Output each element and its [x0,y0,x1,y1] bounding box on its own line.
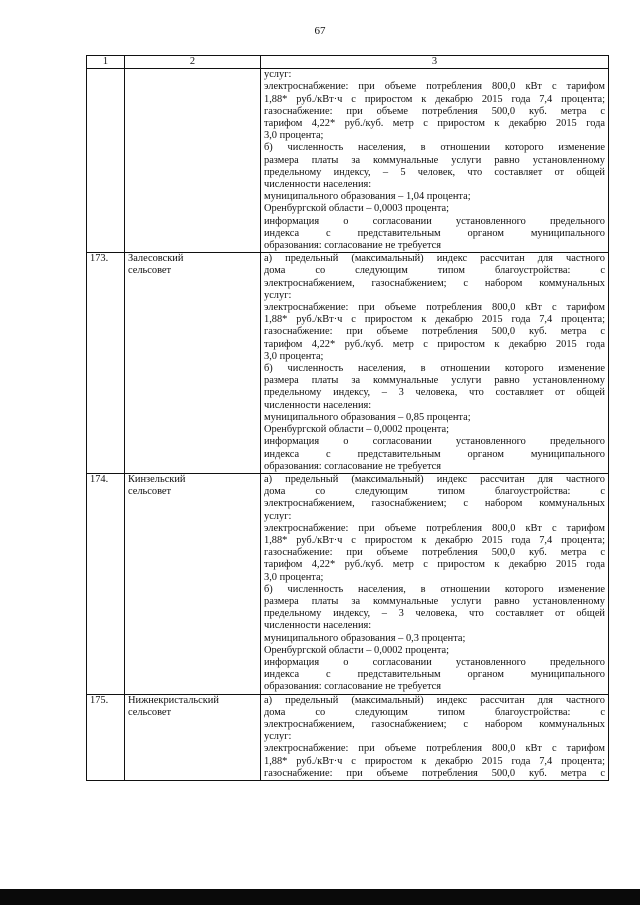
municipality-name [125,69,261,253]
description-line: 3,0 процента; [264,130,324,142]
description-line: муниципального образования – 0,3 процента; [264,632,466,644]
description-line: численности населения: [264,620,372,632]
description-line: а) предельный (максимальный) индекс рассчитан для частного [264,253,605,265]
description-line: услуг: [264,69,292,81]
municipality-name [125,473,261,694]
column-header-3: 3 [261,56,609,69]
description-line: размера платы за коммунальные услуги равно установленному [264,375,605,387]
description-line: информация о согласовании установленного предельного [264,436,605,448]
document-table [86,55,609,781]
table-row [87,253,609,474]
description-line: Оренбургской области – 0,0002 процента; [264,644,450,656]
description-line: образования: согласование не требуется [264,240,442,252]
table-header-row [87,56,609,69]
description-line: тарифом 4,22* руб./куб. метр с приростом к декабрю 2015 года [264,338,605,350]
description-line: электроснабжением, газоснабжением; с набором коммунальных [264,277,605,289]
description-line: образования: согласование не требуется [264,460,442,472]
description-line: Оренбургской области – 0,0002 процента; [264,424,450,436]
description-line: индекса с представительным органом муниципального [264,227,605,239]
description-line: 1,88* руб./кВт·ч с приростом к декабрю 2015 года 7,4 процента; [264,534,605,546]
column-header-1: 1 [87,56,125,69]
description-line: услуг: [264,510,292,522]
description-line: 1,88* руб./кВт·ч с приростом к декабрю 2015 года 7,4 процента; [264,314,605,326]
description-line: 1,88* руб./кВт·ч с приростом к декабрю 2015 года 7,4 процента; [264,755,605,767]
description-line: газоснабжение: при объеме потребления 500,0 куб. метра с [264,767,605,779]
description-line: муниципального образования – 0,85 процента; [264,411,471,423]
municipality-name-line: сельсовет [128,706,172,718]
index-description [261,69,609,253]
row-number: 174. [87,473,125,694]
table-row [87,69,609,253]
municipality-name-line: сельсовет [128,265,172,277]
row-number: 173. [87,253,125,474]
description-line: услуг: [264,731,292,743]
description-line: предельному индексу, – 3 человека, что составляет от общей [264,608,605,620]
municipality-name [125,694,261,780]
description-line: муниципального образования – 1,04 процента; [264,191,471,203]
index-description [261,473,609,694]
description-line: предельному индексу, – 3 человека, что составляет от общей [264,387,605,399]
index-description [261,694,609,780]
description-line: газоснабжение: при объеме потребления 500,0 куб. метра с [264,547,605,559]
description-line: тарифом 4,22* руб./куб. метр с приростом к декабрю 2015 года [264,559,605,571]
description-line: размера платы за коммунальные услуги равно установленному [264,154,605,166]
row-number: 175. [87,694,125,780]
description-line: дома со следующим типом благоустройства: с [264,265,605,277]
table-body [87,69,609,781]
description-line: б) численность населения, в отношении которого изменение [264,583,605,595]
description-line: 3,0 процента; [264,571,324,583]
description-line: электроснабжение: при объеме потребления 800,0 кВт с тарифом [264,522,605,534]
column-header-2: 2 [125,56,261,69]
description-line: информация о согласовании установленного предельного [264,215,605,227]
table-row [87,694,609,780]
description-line: 1,88* руб./кВт·ч с приростом к декабрю 2015 года 7,4 процента; [264,93,605,105]
description-line: б) численность населения, в отношении которого изменение [264,363,605,375]
description-line: б) численность населения, в отношении которого изменение [264,142,605,154]
municipality-name-line: Залесовский [128,253,184,265]
page-number: 67 [314,25,326,37]
description-line: образования: согласование не требуется [264,681,442,693]
description-line: услуг: [264,289,292,301]
description-line: индекса с представительным органом муниципального [264,669,605,681]
description-line: индекса с представительным органом муниципального [264,448,605,460]
scan-bottom-edge [0,889,640,905]
description-line: размера платы за коммунальные услуги равно установленному [264,595,605,607]
description-line: газоснабжение: при объеме потребления 500,0 куб. метра с [264,105,605,117]
municipality-name-line: сельсовет [128,486,172,498]
table-row [87,473,609,694]
index-description [261,253,609,474]
description-line: электроснабжением, газоснабжением; с набором коммунальных [264,498,605,510]
description-line: информация о согласовании установленного предельного [264,656,605,668]
municipality-name [125,253,261,474]
description-line: электроснабжение: при объеме потребления 800,0 кВт с тарифом [264,302,605,314]
row-number [87,69,125,253]
municipality-name-line: Нижнекристальский [128,694,219,706]
description-line: электроснабжение: при объеме потребления 800,0 кВт с тарифом [264,81,605,93]
description-line: численности населения: [264,399,372,411]
description-line: предельному индексу, – 5 человек, что составляет от общей [264,166,605,178]
description-line: а) предельный (максимальный) индекс рассчитан для частного [264,694,605,706]
description-line: дома со следующим типом благоустройства: с [264,486,605,498]
description-line: Оренбургской области – 0,0003 процента; [264,203,450,215]
description-line: электроснабжение: при объеме потребления 800,0 кВт с тарифом [264,743,605,755]
municipality-name-line: Кинзельский [128,473,186,485]
description-line: 3,0 процента; [264,350,324,362]
description-line: а) предельный (максимальный) индекс рассчитан для частного [264,473,605,485]
description-line: газоснабжение: при объеме потребления 500,0 куб. метра с [264,326,605,338]
description-line: электроснабжением, газоснабжением; с набором коммунальных [264,718,605,730]
description-line: дома со следующим типом благоустройства: с [264,706,605,718]
description-line: тарифом 4,22* руб./куб. метр с приростом к декабрю 2015 года [264,118,605,130]
description-line: численности населения: [264,179,372,191]
